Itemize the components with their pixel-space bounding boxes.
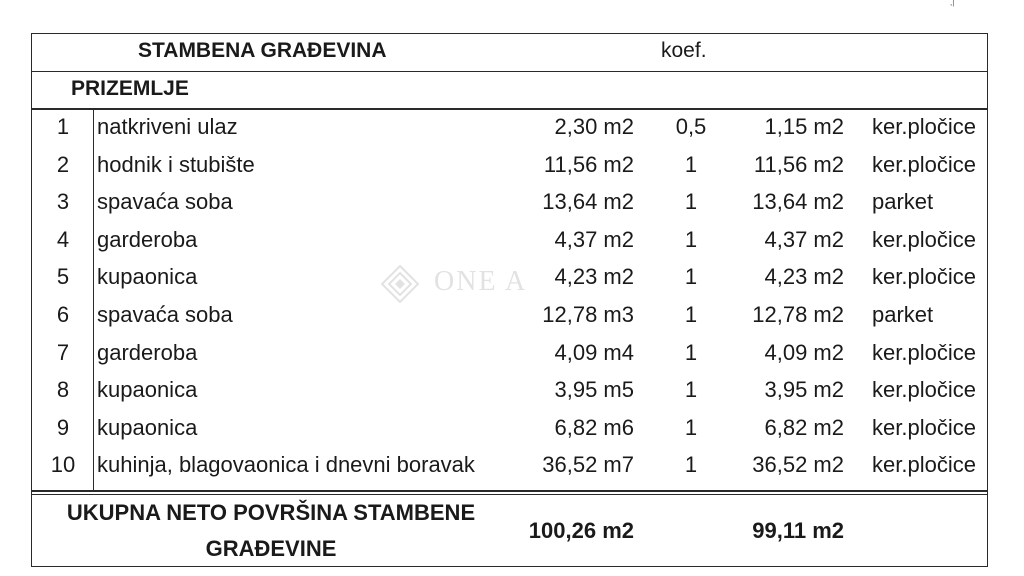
- row-number: 3: [56, 189, 70, 215]
- room-net-area: 13,64 m2: [752, 189, 844, 215]
- row-number: 8: [56, 377, 70, 403]
- room-name: kuhinja, blagovaonica i dnevni boravak: [97, 452, 475, 478]
- row-number: 9: [56, 414, 70, 440]
- room-area: 36,52 m7: [542, 452, 634, 478]
- floor-type: ker.pločice: [872, 264, 976, 290]
- table-row: [31, 410, 988, 447]
- room-name: hodnik i stubište: [97, 151, 255, 177]
- room-net-area: 4,23 m2: [764, 264, 844, 290]
- room-koef: 0,5: [675, 114, 707, 139]
- table-row: [31, 335, 988, 372]
- table-row: [31, 259, 988, 296]
- room-koef: 1: [684, 339, 698, 365]
- room-name: spavaća soba: [97, 189, 233, 215]
- room-area: 2,30 m2: [554, 114, 634, 139]
- room-area: 11,56 m2: [543, 151, 634, 177]
- floor-type: ker.pločice: [872, 339, 976, 365]
- room-koef: 1: [684, 414, 698, 440]
- room-net-area: 4,09 m2: [764, 339, 844, 365]
- floor-type: ker.pločice: [872, 452, 976, 478]
- room-area: 4,23 m2: [554, 264, 634, 290]
- room-koef: 1: [684, 302, 698, 327]
- floor-type: parket: [872, 302, 934, 327]
- room-koef: 1: [684, 151, 698, 177]
- floor-type: ker.pločice: [872, 377, 976, 403]
- section-title: PRIZEMLJE: [71, 77, 189, 100]
- row-number: 2: [56, 151, 70, 177]
- room-area: 12,78 m3: [542, 302, 634, 327]
- room-name: natkriveni ulaz: [97, 114, 238, 139]
- room-area: 3,95 m5: [554, 377, 634, 403]
- total-label-line2: GRAĐEVINE: [205, 536, 337, 561]
- divider: [31, 490, 988, 492]
- table-row: [31, 372, 988, 409]
- corner-mark: ,|: [950, 0, 955, 7]
- room-koef: 1: [684, 226, 698, 252]
- room-net-area: 11,56 m2: [753, 151, 844, 177]
- floor-type: parket: [872, 189, 934, 215]
- divider: [31, 494, 988, 495]
- table-row: [31, 147, 988, 184]
- floor-type: ker.pločice: [872, 414, 976, 440]
- room-name: kupaonica: [97, 264, 198, 290]
- table-row: [31, 297, 988, 334]
- room-area: 13,64 m2: [542, 189, 634, 215]
- room-koef: 1: [684, 189, 698, 215]
- total-area: 100,26 m2: [528, 518, 634, 543]
- row-number: 4: [56, 226, 70, 252]
- row-number: 10: [50, 452, 76, 478]
- room-koef: 1: [684, 377, 698, 403]
- watermark-text: ONE A: [434, 266, 528, 297]
- room-name: garderoba: [97, 339, 198, 365]
- room-koef: 1: [684, 452, 698, 478]
- table-title: STAMBENA GRAĐEVINA: [138, 39, 387, 62]
- room-net-area: 1,15 m2: [764, 114, 844, 139]
- table-row: [31, 447, 988, 484]
- room-name: garderoba: [97, 226, 198, 252]
- total-net: 99,11 m2: [752, 518, 844, 543]
- floor-type: ker.pločice: [872, 114, 976, 139]
- room-name: spavaća soba: [97, 302, 233, 327]
- row-number: 7: [56, 339, 70, 365]
- total-label-line1: UKUPNA NETO POVRŠINA STAMBENE: [66, 500, 476, 525]
- row-number: 5: [56, 264, 70, 290]
- room-koef: 1: [684, 264, 698, 290]
- row-number: 1: [56, 114, 70, 139]
- room-area: 4,09 m4: [554, 339, 634, 365]
- row-number: 6: [56, 302, 70, 327]
- room-net-area: 6,82 m2: [764, 414, 844, 440]
- floor-type: ker.pločice: [872, 151, 976, 177]
- room-net-area: 3,95 m2: [764, 377, 844, 403]
- floor-type: ker.pločice: [872, 226, 976, 252]
- room-name: kupaonica: [97, 377, 198, 403]
- table-row: [31, 109, 988, 146]
- room-net-area: 36,52 m2: [752, 452, 844, 478]
- room-name: kupaonica: [97, 414, 198, 440]
- room-net-area: 12,78 m2: [752, 302, 844, 327]
- table-row: [31, 222, 988, 259]
- table-row: [31, 184, 988, 221]
- divider: [31, 71, 988, 72]
- room-area: 4,37 m2: [554, 226, 634, 252]
- koef-header: koef.: [661, 39, 707, 62]
- room-area: 6,82 m6: [554, 414, 634, 440]
- room-net-area: 4,37 m2: [764, 226, 844, 252]
